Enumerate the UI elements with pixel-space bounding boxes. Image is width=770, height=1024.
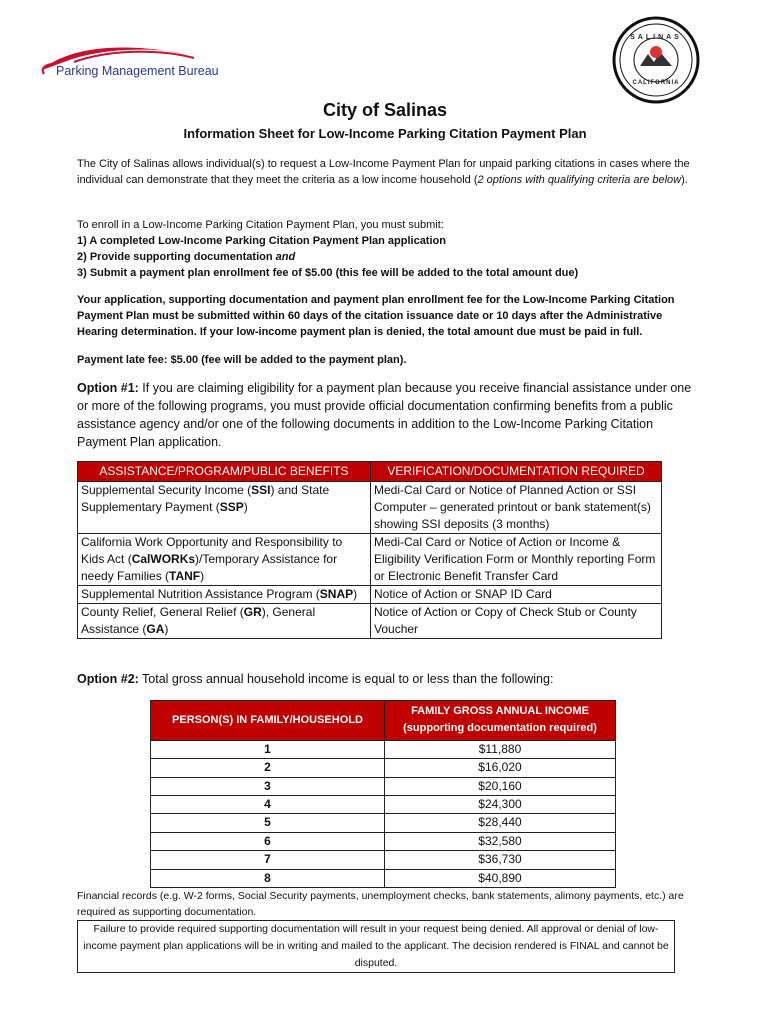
header-persons: PERSON(S) IN FAMILY/HOUSEHOLD (151, 701, 385, 741)
program-text-b1: SNAP (319, 587, 354, 601)
page-subtitle: Information Sheet for Low-Income Parking Citation Payment Plan (183, 126, 587, 141)
program-text-p1: California Work Opportunity and Responsibility to Kids Act ( (81, 535, 343, 566)
table-row (151, 796, 616, 814)
table-row (78, 604, 662, 639)
enroll-item-2 (77, 249, 697, 265)
program-text-b1: SSI (251, 483, 271, 497)
page-title: City of Salinas (322, 100, 448, 120)
program-text-p1: County Relief, General Relief ( (81, 605, 244, 619)
persons-cell: 6 (151, 832, 385, 850)
intro-paragraph (77, 156, 697, 188)
deadline-paragraph: Your application, supporting documentation and payment plan enrollment fee for the Low-Income Parking Citation Payment Plan must be submitted within 60 days of the citation issuance date or 10 days after the Administrative Hearing determination. If your low-income payment plan is denied, the total amount due must be paid in full. (77, 294, 675, 338)
header-income (385, 701, 616, 741)
option1-paragraph (77, 379, 697, 451)
late-fee-text: Payment late fee: $5.00 (fee will be added to the payment plan). (77, 354, 407, 366)
table-row (78, 482, 662, 534)
program-cell (78, 604, 371, 639)
table-header-row (151, 701, 616, 741)
program-text-b1: CalWORKs (131, 552, 196, 566)
income-cell: $11,880 (385, 740, 616, 758)
verification-cell: Medi-Cal Card or Notice of Action or Income & Eligibility Verification Form or Monthly reporting Form or Electronic Benefit Transfer Card (371, 534, 662, 586)
table-row (151, 832, 616, 850)
enroll-item-2-and: and (275, 251, 296, 263)
persons-cell: 7 (151, 851, 385, 869)
seal-bottom-text: CALIFORNIA (632, 80, 680, 86)
logo-text: Parking Management Bureau (56, 64, 219, 78)
option2-text: Total gross annual household income is equal to or less than the following: (138, 672, 554, 686)
program-text-b2: TANF (169, 569, 201, 583)
program-text-b2: SSP (219, 500, 244, 514)
table-header-programs: ASSISTANCE/PROGRAM/PUBLIC BENEFITS (78, 462, 371, 482)
program-text-p2: ) and State Supplementary Payment ( (81, 483, 330, 514)
program-text-p3: ) (200, 569, 205, 583)
income-cell: $32,580 (385, 832, 616, 850)
financial-note: Financial records (e.g. W-2 forms, Social Security payments, unemployment checks, bank statements, alimony payments, etc.) are required as supporting documentation. (77, 890, 684, 918)
enroll-item-3: 3) Submit a payment plan enrollment fee of $5.00 (this fee will be added to the total amount due) (77, 267, 579, 279)
program-text-p3: ) (164, 622, 169, 636)
program-text-p2: ), General Assistance ( (81, 605, 316, 636)
program-text-b1: GR (243, 605, 262, 619)
option2-paragraph (77, 670, 697, 688)
persons-cell: 5 (151, 814, 385, 832)
parking-bureau-logo (34, 40, 234, 85)
table-row (151, 777, 616, 795)
program-text-p1: Supplemental Security Income ( (81, 483, 252, 497)
persons-cell: 8 (151, 869, 385, 887)
enroll-item-1: 1) A completed Low-Income Parking Citation Payment Plan application (77, 235, 446, 247)
persons-cell: 1 (151, 740, 385, 758)
car-swoosh-icon (34, 40, 234, 85)
enroll-item-2-text: 2) Provide supporting documentation (77, 251, 276, 263)
income-cell: $28,440 (385, 814, 616, 832)
table-row (151, 759, 616, 777)
persons-cell: 3 (151, 777, 385, 795)
table-header-row (78, 462, 662, 482)
income-cell: $36,730 (385, 851, 616, 869)
seal-icon (612, 16, 700, 104)
program-cell (78, 586, 371, 604)
intro-text-b: ). (681, 174, 688, 186)
intro-italic: 2 options with qualifying criteria are below (477, 174, 682, 186)
verification-cell: Notice of Action or Copy of Check Stub or County Voucher (371, 604, 662, 639)
header-income-line1: FAMILY GROSS ANNUAL INCOME (411, 705, 589, 717)
income-table (150, 700, 616, 888)
table-row (78, 586, 662, 604)
option1-text: If you are claiming eligibility for a payment plan because you receive financial assistance under one or more of the following programs, you must provide official documentation confirming benefits from a public assistance agency and/or one of the following documents in addition to the Low-Income Parking Citation Payment Plan application. (77, 381, 692, 449)
table-header-verification: VERIFICATION/DOCUMENTATION REQUIRED (371, 462, 662, 482)
income-cell: $20,160 (385, 777, 616, 795)
table-row (78, 534, 662, 586)
persons-cell: 2 (151, 759, 385, 777)
table-row (151, 869, 616, 887)
verification-cell: Medi-Cal Card or Notice of Planned Action or SSI Computer – generated printout or bank statement(s) showing SSI deposits (3 months) (371, 482, 662, 534)
enroll-section (77, 217, 697, 281)
city-seal (612, 16, 700, 104)
income-cell: $40,890 (385, 869, 616, 887)
program-cell (78, 482, 371, 534)
intro-text-a: The City of Salinas allows individual(s) to request a Low-Income Payment Plan for unpaid parking citations in cases where the individual can demonstrate that they meet the criteria as a low income household ( (77, 158, 690, 186)
program-text-p2: ) (353, 587, 358, 601)
assistance-table (77, 461, 662, 639)
income-cell: $24,300 (385, 796, 616, 814)
seal-top-text: SALINAS (630, 34, 682, 41)
income-cell: $16,020 (385, 759, 616, 777)
program-text-b2: GA (146, 622, 165, 636)
program-text-p2: )/Temporary Assistance for needy Families ( (81, 552, 338, 583)
table-row (151, 851, 616, 869)
persons-cell: 4 (151, 796, 385, 814)
program-text-p3: ) (243, 500, 248, 514)
table-row (151, 740, 616, 758)
option2-label: Option #2: (77, 672, 139, 686)
option1-label: Option #1: (77, 381, 139, 395)
program-text-p1: Supplemental Nutrition Assistance Program ( (81, 587, 320, 601)
failure-notice-box: Failure to provide required supporting documentation will result in your request being denied. All approval or denial of low-income payment plan applications will be in writing and mailed to the applicant. The decision rendered is FINAL and cannot be disputed. (77, 920, 675, 973)
verification-cell: Notice of Action or SNAP ID Card (371, 586, 662, 604)
table-row (151, 814, 616, 832)
header-income-line2: (supporting documentation required) (403, 722, 597, 735)
program-cell (78, 534, 371, 586)
enroll-lead: To enroll in a Low-Income Parking Citation Payment Plan, you must submit: (77, 219, 444, 231)
